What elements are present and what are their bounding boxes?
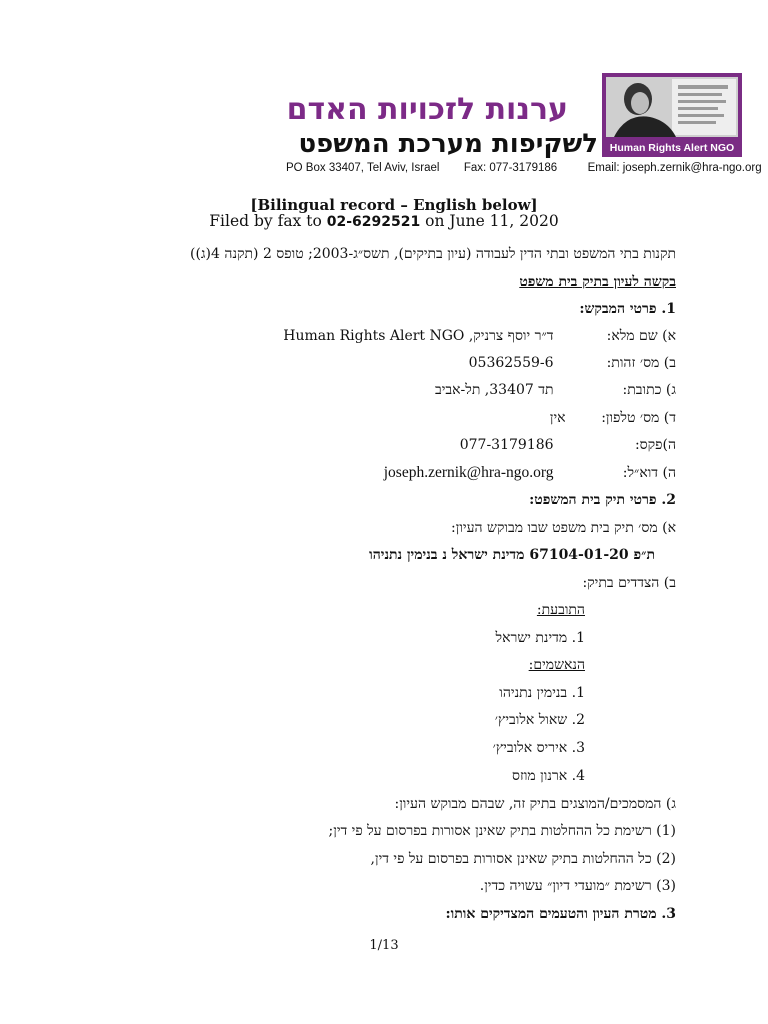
section3-heading: 3. מטרת העיון והטעמים המצדיקים אותו: <box>445 906 676 922</box>
field-value: אין <box>549 410 566 426</box>
filed-line <box>0 212 768 230</box>
field-label: ג) כתובת: <box>622 382 676 398</box>
case-number-label: א) מס׳ תיק בית משפט שבו מבוקש העיון: <box>451 520 676 536</box>
document-item: (2) כל ההחלטות בתיק שאינן אסורות בפרסום על פי דין, <box>370 851 676 867</box>
field-label: ה)פקס: <box>634 437 676 453</box>
field-phone <box>550 410 676 427</box>
defendant-item: 2. שאול אלוביץ׳ <box>494 712 585 728</box>
po-box: PO Box 33407, Tel Aviv, Israel <box>286 162 440 174</box>
field-value: 05362559-6 <box>468 355 554 371</box>
field-id-number <box>469 355 676 372</box>
logo-caption: Human Rights Alert NGO <box>609 142 735 154</box>
section2-heading: 2. פרטי תיק בית המשפט: <box>529 492 676 508</box>
documents-label: ג) המסמכים/המוצגים בתיק זה, שבהם מבוקש העיון: <box>394 796 676 812</box>
field-value: joseph.zernik@hra-ngo.org <box>383 464 554 481</box>
field-fax <box>460 437 676 454</box>
request-heading: בקשה לעיון בתיק בית משפט <box>519 274 676 290</box>
field-label: ה) דוא״ל: <box>622 465 676 481</box>
email: Email: joseph.zernik@hra-ngo.org <box>587 162 762 174</box>
section1-heading: 1. פרטי המבקש: <box>579 301 676 317</box>
field-value: ד״ר יוסף צרניק, Human Rights Alert NGO <box>283 328 554 344</box>
filed-by-prefix: Filed by fax to <box>209 212 322 230</box>
field-label: א) שם מלא: <box>606 328 676 344</box>
org-subtitle: לשקיפות מערכת המשפט <box>298 129 598 159</box>
document-item: (1) רשימת כל ההחלטות בתיק שאינן אסורות בפרסום על פי דין; <box>328 823 676 839</box>
defendant-item: 3. איריס אלוביץ׳ <box>492 740 585 756</box>
defendants-label: הנאשמים: <box>528 657 585 673</box>
logo <box>602 73 742 157</box>
defendant-item: 4. ארנון מוזס <box>511 768 585 784</box>
parties-label: ב) הצדדים בתיק: <box>582 575 676 591</box>
case-title: ת״פ 67104-01-20 מדינת ישראל נ בנימין נתניהו <box>369 547 655 563</box>
field-label: ב) מס׳ זהות: <box>606 355 676 371</box>
prosecution-item: 1. מדינת ישראל <box>495 630 585 646</box>
field-label: ד) מס׳ טלפון: <box>601 410 676 426</box>
fax: Fax: 077-3179186 <box>463 162 558 174</box>
fax-number: 02-6292521 <box>326 214 421 230</box>
document-item: (3) רשימת ״מועדי דיון״ עשויה כדין. <box>479 878 676 894</box>
defendant-item: 1. בנימין נתניהו <box>499 685 585 701</box>
field-value: 077-3179186 <box>459 437 554 453</box>
page-number: 1/13 <box>369 938 399 953</box>
contact-line <box>286 162 762 174</box>
logo-photo <box>606 77 738 137</box>
regulation-line: תקנות בתי המשפט ובתי הדין לעבודה (עיון בתיקים), תשס״ג-2003; טופס 2 (תקנה 4(ג)) <box>190 246 676 262</box>
prosecution-label: התובעת: <box>536 602 585 618</box>
bilingual-note: [Bilingual record – English below] <box>250 196 538 214</box>
field-full-name <box>283 328 676 345</box>
field-address <box>435 382 676 399</box>
field-value: תד 33407, תל-אביב <box>434 382 554 398</box>
filed-date: on June 11, 2020 <box>425 212 559 230</box>
field-email <box>384 464 676 482</box>
org-title: ערנות לזכויות האדם <box>286 92 568 127</box>
